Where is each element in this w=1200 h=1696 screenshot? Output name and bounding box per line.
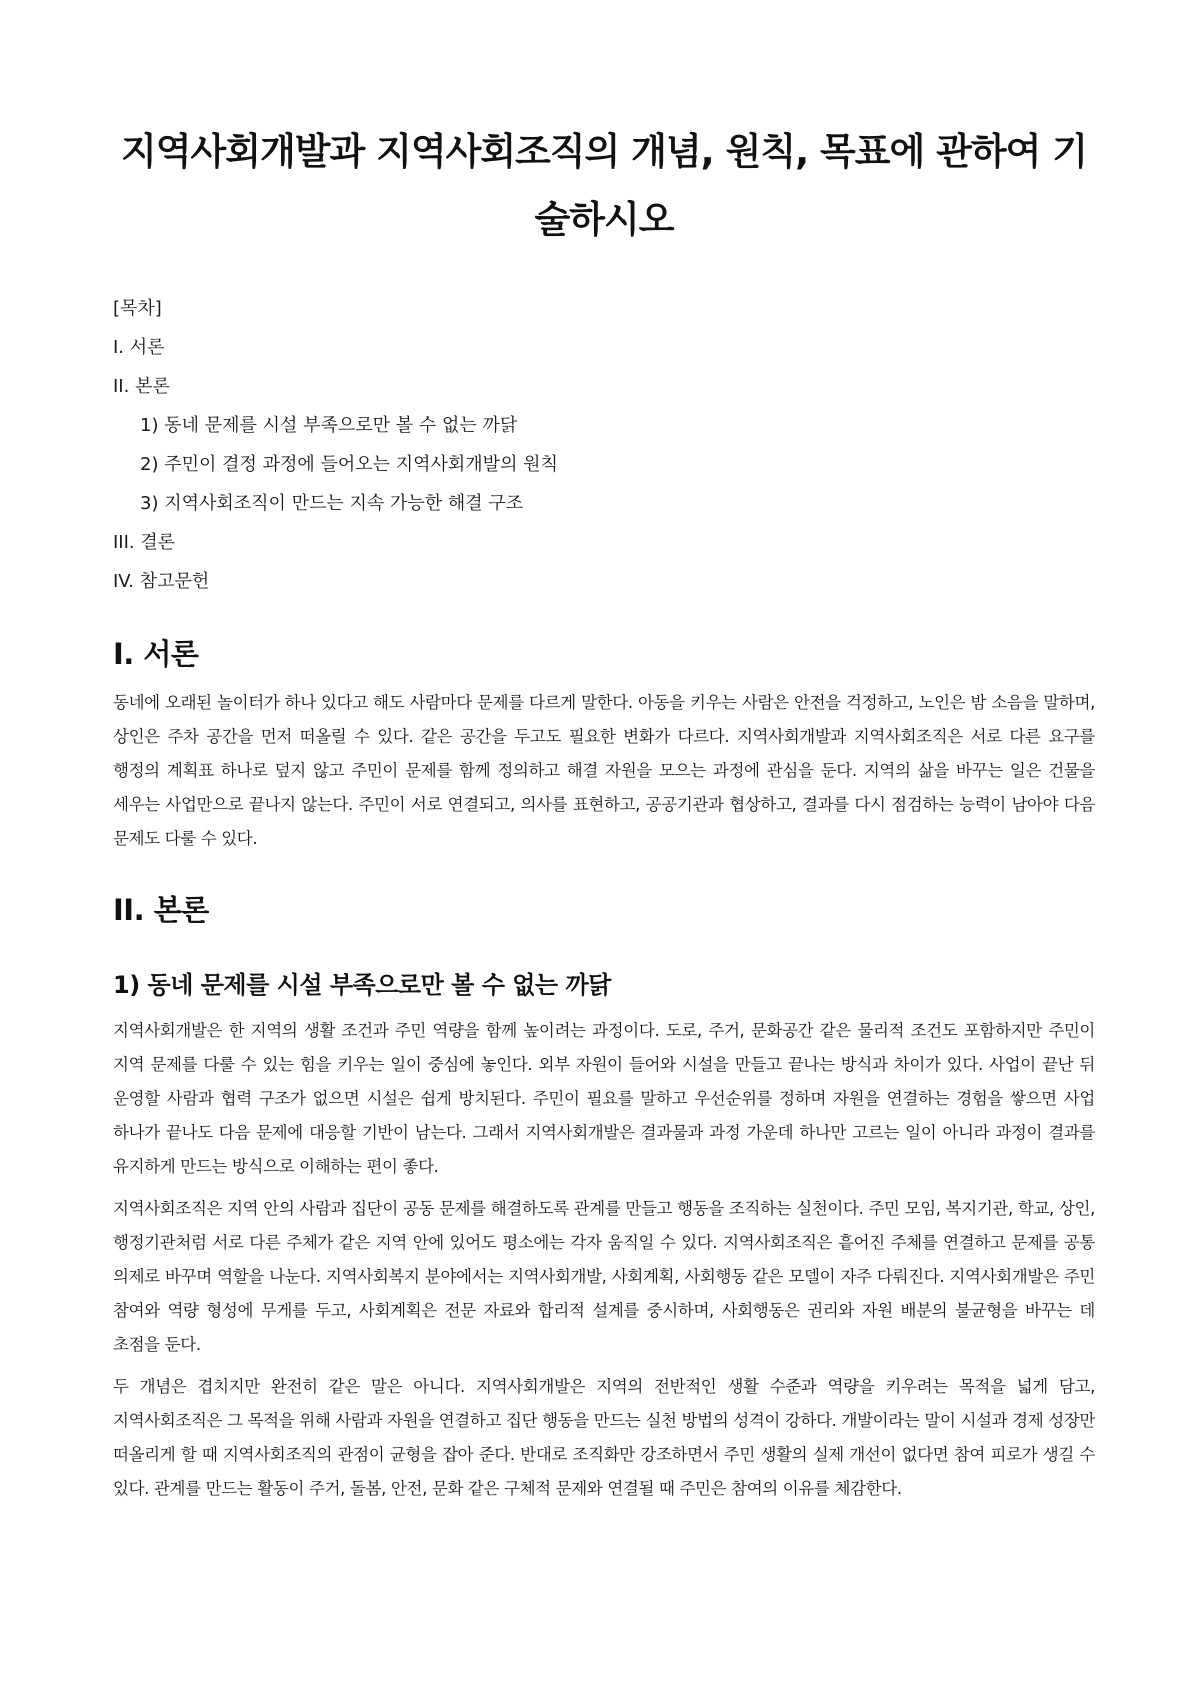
toc-item: IV. 참고문헌 bbox=[113, 571, 210, 592]
intro-section bbox=[113, 634, 1095, 856]
toc-item: III. 결론 bbox=[113, 532, 176, 553]
subsection-heading: 1) 동네 문제를 시설 부족으로만 볼 수 없는 까닭 bbox=[113, 971, 611, 999]
body-paragraph: 두 개념은 겹치지만 완전히 같은 말은 아니다. 지역사회개발은 지역의 전반적인 생활 수준과 역량을 키우려는 목적을 넓게 담고, 지역사회조직은 그 목적을 위해 사람과 자원을 연결하고 집단 행동을 만드는 실천 방법의 성격이 강하다. 개발이라는 말이 시설과 경제 성장만 떠올리게 할 때 지역사회조직의 관점이 균형을 잡아 준다. 반대로 조직화만 강조하면서 주민 생활의 실제 개선이 없다면 참여 피로가 생길 수 있다. 관계를 만드는 활동이 주거, 돌봄, 안전, 문화 같은 구체적 문제와 연결될 때 주민은 참여의 이유를 체감한다. bbox=[113, 1377, 1095, 1498]
toc-subitem: 2) 주민이 결정 과정에 들어오는 지역사회개발의 원칙 bbox=[140, 454, 558, 475]
table-of-contents bbox=[113, 289, 1095, 601]
toc-item: II. 본론 bbox=[113, 376, 170, 397]
toc-item: I. 서론 bbox=[113, 337, 165, 358]
intro-heading: I. 서론 bbox=[113, 637, 199, 671]
toc-subitem: 1) 동네 문제를 시설 부족으로만 볼 수 없는 까닭 bbox=[140, 415, 518, 436]
toc-subitem: 3) 지역사회조직이 만드는 지속 가능한 해결 구조 bbox=[140, 493, 524, 514]
document-title: 지역사회개발과 지역사회조직의 개념, 원칙, 목표에 관하여 기술하시오 bbox=[121, 130, 1087, 241]
body-heading: II. 본론 bbox=[113, 893, 209, 927]
intro-paragraph: 동네에 오래된 놀이터가 하나 있다고 해도 사람마다 문제를 다르게 말한다. 아동을 키우는 사람은 안전을 걱정하고, 노인은 밤 소음을 말하며, 상인은 주차 공간을 먼저 떠올릴 수 있다. 같은 공간을 두고도 필요한 변화가 다르다. 지역사회개발과 지역사회조직은 서로 다른 요구를 행정의 계획표 하나로 덮지 않고 주민이 문제를 함께 정의하고 해결 자원을 모으는 과정에 관심을 둔다. 지역의 삶을 바꾸는 일은 건물을 세우는 사업만으로 끝나지 않는다. 주민이 서로 연결되고, 의사를 표현하고, 공공기관과 협상하고, 결과를 다시 점검하는 능력이 남아야 다음 문제도 다룰 수 있다. bbox=[113, 693, 1095, 848]
body-section bbox=[113, 890, 1095, 1506]
body-paragraph: 지역사회개발은 한 지역의 생활 조건과 주민 역량을 함께 높이려는 과정이다. 도로, 주거, 문화공간 같은 물리적 조건도 포함하지만 주민이 지역 문제를 다룰 수 있는 힘을 키우는 일이 중심에 놓인다. 외부 자원이 들어와 시설을 만들고 끝나는 방식과 차이가 있다. 사업이 끝난 뒤 운영할 사람과 협력 구조가 없으면 시설은 쉽게 방치된다. 주민이 필요를 말하고 우선순위를 정하며 자원을 연결하는 경험을 쌓으면 사업 하나가 끝나도 다음 문제에 대응할 기반이 남는다. 그래서 지역사회개발은 결과물과 과정 가운데 하나만 고르는 일이 아니라 과정이 결과를 유지하게 만드는 방식으로 이해하는 편이 좋다. bbox=[113, 1021, 1095, 1176]
toc-heading: [목차] bbox=[113, 298, 162, 319]
body-paragraph: 지역사회조직은 지역 안의 사람과 집단이 공동 문제를 해결하도록 관계를 만들고 행동을 조직하는 실천이다. 주민 모임, 복지기관, 학교, 상인, 행정기관처럼 서로 다른 주체가 같은 지역 안에 있어도 평소에는 각자 움직일 수 있다. 지역사회조직은 흩어진 주체를 연결하고 문제를 공통 의제로 바꾸며 역할을 나눈다. 지역사회복지 분야에서는 지역사회개발, 사회계획, 사회행동 같은 모델이 자주 다뤄진다. 지역사회개발은 주민 참여와 역량 형성에 무게를 두고, 사회계획은 전문 자료와 합리적 설계를 중시하며, 사회행동은 권리와 자원 배분의 불균형을 바꾸는 데 초점을 둔다. bbox=[113, 1199, 1095, 1354]
